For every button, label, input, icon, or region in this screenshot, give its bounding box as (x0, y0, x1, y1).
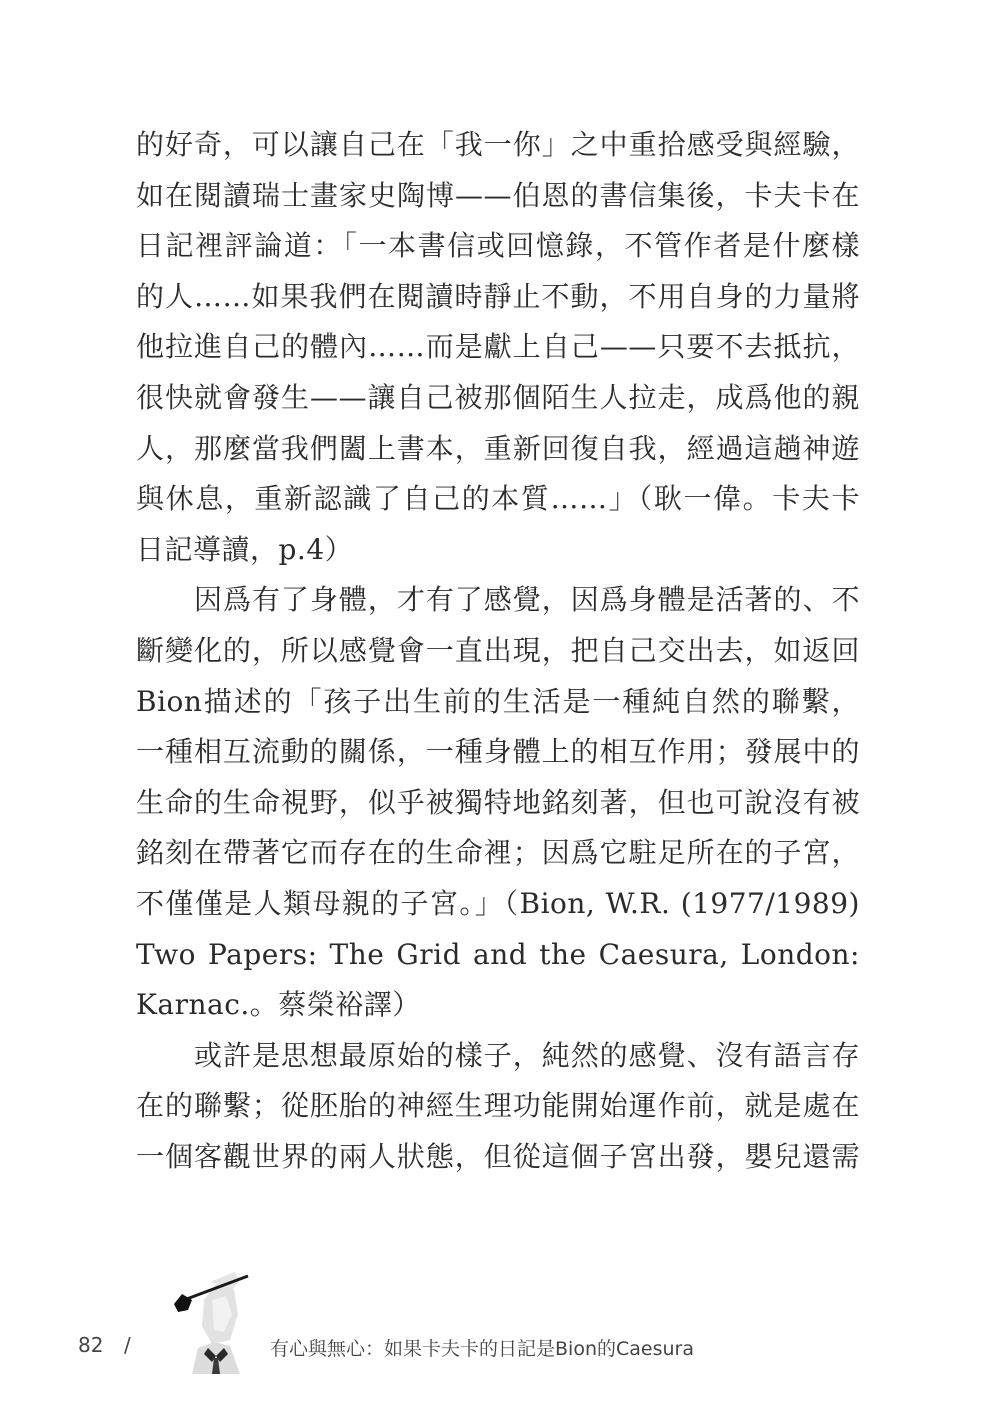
text-line: 斷變化的，所以感覺會一直出現，把自己交出去，如返回 (136, 633, 860, 667)
text-line: 的好奇，可以讓自己在「我一你」之中重拾感受與經驗， (136, 128, 860, 161)
text-line: 銘刻在帶著它而存在的生命裡；因爲它駐足所在的子宮， (136, 836, 860, 870)
conductor-figure-icon (168, 1270, 258, 1380)
text-line: 生命的生命視野，似乎被獨特地銘刻著，但也可說沒有被 (136, 785, 860, 819)
text-line: 或許是思想最原始的樣子，純然的感覺、沒有語言存 (194, 1038, 860, 1072)
text-line: 的人……如果我們在閱讀時靜止不動，不用自身的力量將 (136, 279, 860, 313)
text-line: Karnac.。蔡榮裕譯） (136, 988, 421, 1022)
text-line: 一種相互流動的關係，一種身體上的相互作用；發展中的 (136, 735, 860, 769)
running-book-title: 有心與無心：如果卡夫卡的日記是Bion的Caesura (270, 1338, 694, 1360)
text-line: 在的聯繫；從胚胎的神經生理功能開始運作前，就是處在 (136, 1089, 860, 1123)
text-line: Bion描述的「孩子出生前的生活是一種純自然的聯繫， (136, 684, 860, 718)
text-line: 因爲有了身體，才有了感覺，因爲身體是活著的、不 (194, 583, 860, 617)
text-line: 與休息，重新認識了自己的本質……」（耿一偉。卡夫卡 (136, 482, 860, 516)
text-line: 日記裡評論道：「一本書信或回憶錄，不管作者是什麼樣 (136, 229, 860, 263)
text-line: 如在閱讀瑞士畫家史陶博——伯恩的書信集後，卡夫卡在 (136, 178, 860, 212)
text-line: 不僅僅是人類母親的子宮。」（Bion, W.R. (1977/1989) (136, 886, 860, 920)
body-text (136, 120, 860, 1182)
text-line: 一個客觀世界的兩人狀態，但從這個子宮出發，嬰兒還需 (136, 1139, 860, 1173)
text-line: 很快就會發生——讓自己被那個陌生人拉走，成爲他的親 (136, 380, 860, 414)
page-footer (0, 1250, 1000, 1390)
text-line: Two Papers: The Grid and the Caesura, London: (136, 937, 860, 971)
text-line: 人，那麼當我們闔上書本，重新回復自我，經過這趟神遊 (136, 431, 860, 465)
text-line: 日記導讀，p.4） (136, 532, 354, 566)
footer-separator: / (124, 1333, 131, 1357)
text-line: 他拉進自己的體內……而是獻上自己——只要不去抵抗， (136, 330, 860, 364)
page-number: 82 (78, 1333, 104, 1357)
